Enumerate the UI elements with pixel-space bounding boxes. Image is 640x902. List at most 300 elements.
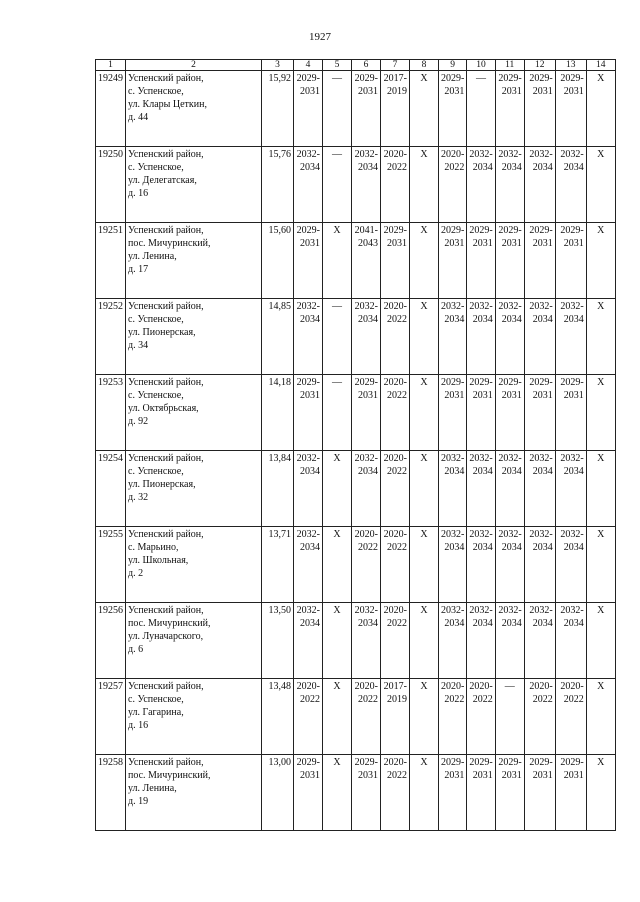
- year-line: 2031: [300, 238, 320, 249]
- year-range-cell: [294, 603, 323, 679]
- year-line: 2031: [563, 770, 584, 781]
- year-line: 2022: [300, 694, 320, 705]
- column-header: 8: [410, 60, 439, 71]
- year-range-cell: [495, 527, 524, 603]
- area-value-cell: 14,18: [262, 375, 294, 451]
- column-header: 11: [495, 60, 524, 71]
- year-line: 2031: [472, 390, 493, 401]
- year-line: 2034: [300, 618, 320, 629]
- year-line: 2022: [444, 694, 465, 705]
- year-line: 2032-: [560, 301, 584, 312]
- address-line: д. 34: [128, 340, 149, 351]
- address-line: д. 92: [128, 416, 149, 427]
- year-line: 2019: [387, 694, 407, 705]
- year-line: 2034: [532, 618, 553, 629]
- year-line: 2031: [444, 238, 465, 249]
- year-line: 2032-: [529, 149, 553, 160]
- address-cell: [126, 679, 262, 755]
- address-line: с. Марьино,: [128, 542, 179, 553]
- address-line: Успенский район,: [128, 73, 204, 84]
- address-line: ул. Пионерская,: [128, 327, 196, 338]
- year-range-cell: [381, 755, 410, 831]
- mark-cell: X: [410, 755, 439, 831]
- year-line: 2032-: [469, 453, 493, 464]
- column-header: 2: [126, 60, 262, 71]
- year-line: 2029-: [498, 377, 522, 388]
- mark-cell: X: [586, 299, 615, 375]
- area-value-cell: 14,85: [262, 299, 294, 375]
- mark-cell: X: [410, 603, 439, 679]
- column-header: 3: [262, 60, 294, 71]
- address-cell: [126, 223, 262, 299]
- address-line: с. Успенское,: [128, 314, 184, 325]
- year-line: 2032-: [498, 301, 522, 312]
- year-line: 2029-: [383, 225, 407, 236]
- year-range-cell: [439, 299, 467, 375]
- area-value-cell: 13,48: [262, 679, 294, 755]
- year-line: 2029-: [296, 377, 320, 388]
- year-range-cell: [294, 527, 323, 603]
- mark-cell: X: [586, 451, 615, 527]
- address-line: пос. Мичуринский,: [128, 618, 211, 629]
- year-line: 2034: [444, 466, 465, 477]
- year-line: 2032-: [529, 529, 553, 540]
- year-range-cell: [555, 603, 586, 679]
- year-line: 2034: [444, 314, 465, 325]
- address-line: ул. Луначарского,: [128, 631, 204, 642]
- year-range-cell: [294, 223, 323, 299]
- address-line: д. 16: [128, 720, 149, 731]
- year-range-cell: [467, 755, 495, 831]
- record-number-cell: 19258: [96, 755, 126, 831]
- year-line: 2031: [501, 390, 522, 401]
- year-line: 2032-: [441, 301, 465, 312]
- year-line: 2022: [358, 542, 378, 553]
- year-line: 2029-: [441, 757, 465, 768]
- column-header: 7: [381, 60, 410, 71]
- year-line: 2019: [387, 86, 407, 97]
- year-line: 2022: [472, 694, 493, 705]
- year-range-cell: [555, 451, 586, 527]
- year-range-cell: [524, 299, 555, 375]
- mark-cell: X: [586, 147, 615, 223]
- column-header: 10: [467, 60, 495, 71]
- year-range-cell: [524, 527, 555, 603]
- year-range-cell: [381, 451, 410, 527]
- address-line: с. Успенское,: [128, 694, 184, 705]
- mark-cell: X: [586, 679, 615, 755]
- year-line: 2029-: [529, 225, 553, 236]
- year-line: 2032-: [296, 605, 320, 616]
- year-line: 2032-: [354, 605, 378, 616]
- year-range-cell: [381, 147, 410, 223]
- mark-cell: —: [495, 679, 524, 755]
- mark-cell: —: [467, 71, 495, 147]
- year-line: 2022: [532, 694, 553, 705]
- table-row: [96, 223, 616, 299]
- year-line: 2032-: [529, 453, 553, 464]
- year-line: 2034: [563, 162, 584, 173]
- year-line: 2031: [501, 770, 522, 781]
- year-line: 2032-: [296, 453, 320, 464]
- year-line: 2022: [387, 618, 407, 629]
- address-line: Успенский район,: [128, 757, 204, 768]
- year-range-cell: [439, 527, 467, 603]
- year-range-cell: [555, 755, 586, 831]
- address-cell: [126, 755, 262, 831]
- table-row: [96, 71, 616, 147]
- year-range-cell: [495, 375, 524, 451]
- year-line: 2032-: [296, 529, 320, 540]
- mark-cell: X: [323, 603, 352, 679]
- mark-cell: —: [323, 147, 352, 223]
- year-line: 2020-: [296, 681, 320, 692]
- year-line: 2032-: [498, 605, 522, 616]
- address-line: д. 19: [128, 796, 149, 807]
- year-line: 2029-: [529, 757, 553, 768]
- record-number-cell: 19253: [96, 375, 126, 451]
- address-line: ул. Школьная,: [128, 555, 189, 566]
- year-line: 2020-: [383, 605, 407, 616]
- table-row: [96, 603, 616, 679]
- address-cell: [126, 451, 262, 527]
- year-range-cell: [381, 299, 410, 375]
- year-line: 2031: [387, 238, 407, 249]
- year-line: 2032-: [296, 301, 320, 312]
- area-value-cell: 13,84: [262, 451, 294, 527]
- year-line: 2029-: [469, 757, 493, 768]
- year-line: 2029-: [529, 377, 553, 388]
- year-range-cell: [555, 223, 586, 299]
- year-line: 2031: [501, 238, 522, 249]
- year-range-cell: [524, 223, 555, 299]
- year-line: 2031: [444, 86, 465, 97]
- year-line: 2043: [358, 238, 378, 249]
- address-line: с. Успенское,: [128, 390, 184, 401]
- area-value-cell: 15,76: [262, 147, 294, 223]
- mark-cell: X: [410, 679, 439, 755]
- year-range-cell: [352, 223, 381, 299]
- year-range-cell: [439, 603, 467, 679]
- year-line: 2029-: [441, 73, 465, 84]
- year-line: 2031: [563, 390, 584, 401]
- year-line: 2034: [501, 466, 522, 477]
- year-range-cell: [439, 71, 467, 147]
- mark-cell: X: [410, 147, 439, 223]
- year-range-cell: [439, 375, 467, 451]
- year-line: 2031: [444, 770, 465, 781]
- year-range-cell: [467, 147, 495, 223]
- year-range-cell: [352, 71, 381, 147]
- year-line: 2031: [532, 238, 553, 249]
- address-line: ул. Ленина,: [128, 251, 177, 262]
- year-range-cell: [495, 147, 524, 223]
- year-line: 2022: [387, 390, 407, 401]
- year-line: 2034: [532, 542, 553, 553]
- year-range-cell: [381, 527, 410, 603]
- column-header: 5: [323, 60, 352, 71]
- year-line: 2022: [444, 162, 465, 173]
- year-range-cell: [467, 603, 495, 679]
- address-line: д. 17: [128, 264, 149, 275]
- year-range-cell: [495, 603, 524, 679]
- year-line: 2029-: [560, 225, 584, 236]
- mark-cell: X: [586, 603, 615, 679]
- year-line: 2034: [358, 466, 378, 477]
- mark-cell: X: [586, 527, 615, 603]
- table-row: [96, 679, 616, 755]
- year-line: 2020-: [354, 529, 378, 540]
- year-line: 2032-: [469, 149, 493, 160]
- year-line: 2032-: [560, 453, 584, 464]
- year-line: 2034: [444, 618, 465, 629]
- column-header: 14: [586, 60, 615, 71]
- column-header: 9: [439, 60, 467, 71]
- year-line: 2031: [300, 86, 320, 97]
- year-line: 2031: [563, 238, 584, 249]
- year-range-cell: [294, 299, 323, 375]
- column-header: 13: [555, 60, 586, 71]
- year-line: 2020-: [383, 301, 407, 312]
- year-range-cell: [439, 451, 467, 527]
- year-line: 2031: [300, 770, 320, 781]
- year-line: 2034: [532, 314, 553, 325]
- address-cell: [126, 299, 262, 375]
- column-header: 12: [524, 60, 555, 71]
- address-line: Успенский район,: [128, 377, 204, 388]
- address-line: Успенский район,: [128, 301, 204, 312]
- record-number-cell: 19254: [96, 451, 126, 527]
- year-line: 2029-: [441, 225, 465, 236]
- year-line: 2034: [358, 314, 378, 325]
- year-range-cell: [495, 223, 524, 299]
- year-line: 2022: [358, 694, 378, 705]
- mark-cell: X: [410, 299, 439, 375]
- year-line: 2017-: [383, 681, 407, 692]
- year-line: 2032-: [469, 605, 493, 616]
- year-line: 2031: [472, 770, 493, 781]
- year-line: 2034: [300, 466, 320, 477]
- year-range-cell: [381, 603, 410, 679]
- address-cell: [126, 527, 262, 603]
- year-range-cell: [555, 71, 586, 147]
- year-line: 2029-: [296, 757, 320, 768]
- address-line: д. 44: [128, 112, 149, 123]
- year-line: 2034: [358, 618, 378, 629]
- record-number-cell: 19251: [96, 223, 126, 299]
- year-line: 2034: [563, 314, 584, 325]
- address-line: Успенский район,: [128, 605, 204, 616]
- address-line: с. Успенское,: [128, 466, 184, 477]
- page-number: 1927: [309, 31, 331, 43]
- address-line: ул. Ленина,: [128, 783, 177, 794]
- year-range-cell: [294, 755, 323, 831]
- address-cell: [126, 375, 262, 451]
- year-line: 2034: [300, 314, 320, 325]
- address-line: д. 32: [128, 492, 149, 503]
- year-line: 2031: [532, 86, 553, 97]
- year-range-cell: [555, 527, 586, 603]
- year-line: 2034: [501, 542, 522, 553]
- record-number-cell: 19256: [96, 603, 126, 679]
- address-line: Успенский район,: [128, 529, 204, 540]
- year-line: 2020-: [354, 681, 378, 692]
- year-range-cell: [294, 375, 323, 451]
- year-line: 2022: [387, 770, 407, 781]
- mark-cell: X: [410, 71, 439, 147]
- address-line: ул. Делегатская,: [128, 175, 197, 186]
- year-line: 2029-: [354, 377, 378, 388]
- year-line: 2022: [387, 542, 407, 553]
- year-line: 2034: [532, 466, 553, 477]
- year-range-cell: [555, 679, 586, 755]
- year-line: 2029-: [560, 73, 584, 84]
- year-line: 2029-: [469, 225, 493, 236]
- year-line: 2020-: [469, 681, 493, 692]
- year-line: 2034: [501, 618, 522, 629]
- area-value-cell: 13,00: [262, 755, 294, 831]
- year-line: 2029-: [441, 377, 465, 388]
- year-line: 2020-: [383, 149, 407, 160]
- year-range-cell: [467, 375, 495, 451]
- year-line: 2020-: [441, 149, 465, 160]
- mark-cell: —: [323, 71, 352, 147]
- year-line: 2017-: [383, 73, 407, 84]
- year-line: 2032-: [441, 605, 465, 616]
- year-line: 2031: [444, 390, 465, 401]
- year-line: 2032-: [441, 453, 465, 464]
- table-row: [96, 375, 616, 451]
- address-cell: [126, 603, 262, 679]
- year-line: 2032-: [529, 301, 553, 312]
- year-line: 2032-: [354, 301, 378, 312]
- year-range-cell: [294, 679, 323, 755]
- address-line: ул. Октябрьская,: [128, 403, 199, 414]
- year-line: 2029-: [498, 73, 522, 84]
- year-range-cell: [381, 679, 410, 755]
- area-value-cell: 15,60: [262, 223, 294, 299]
- address-line: ул. Клары Цеткин,: [128, 99, 207, 110]
- year-range-cell: [439, 755, 467, 831]
- mark-cell: X: [323, 679, 352, 755]
- table-row: [96, 755, 616, 831]
- year-range-cell: [294, 147, 323, 223]
- record-number-cell: 19252: [96, 299, 126, 375]
- year-line: 2034: [472, 466, 493, 477]
- mark-cell: X: [323, 223, 352, 299]
- year-line: 2029-: [560, 377, 584, 388]
- year-line: 2032-: [560, 605, 584, 616]
- column-header: 6: [352, 60, 381, 71]
- year-line: 2034: [472, 314, 493, 325]
- year-range-cell: [524, 451, 555, 527]
- mark-cell: X: [410, 223, 439, 299]
- year-line: 2041-: [354, 225, 378, 236]
- year-line: 2029-: [296, 225, 320, 236]
- year-line: 2020-: [441, 681, 465, 692]
- year-range-cell: [524, 375, 555, 451]
- year-line: 2034: [563, 542, 584, 553]
- year-range-cell: [352, 147, 381, 223]
- year-range-cell: [524, 71, 555, 147]
- year-line: 2032-: [560, 149, 584, 160]
- year-line: 2032-: [498, 453, 522, 464]
- year-range-cell: [524, 147, 555, 223]
- mark-cell: X: [323, 451, 352, 527]
- year-range-cell: [352, 679, 381, 755]
- address-line: пос. Мичуринский,: [128, 770, 211, 781]
- year-line: 2034: [300, 162, 320, 173]
- year-line: 2029-: [498, 225, 522, 236]
- year-line: 2031: [532, 770, 553, 781]
- mark-cell: X: [586, 71, 615, 147]
- year-range-cell: [439, 679, 467, 755]
- year-line: 2031: [358, 86, 378, 97]
- year-line: 2032-: [498, 149, 522, 160]
- year-range-cell: [524, 755, 555, 831]
- table-row: [96, 527, 616, 603]
- year-range-cell: [524, 679, 555, 755]
- year-range-cell: [555, 375, 586, 451]
- address-line: Успенский район,: [128, 149, 204, 160]
- year-line: 2022: [563, 694, 584, 705]
- address-line: с. Успенское,: [128, 86, 184, 97]
- record-number-cell: 19257: [96, 679, 126, 755]
- year-range-cell: [439, 223, 467, 299]
- year-line: 2032-: [469, 529, 493, 540]
- year-line: 2020-: [529, 681, 553, 692]
- address-line: ул. Пионерская,: [128, 479, 196, 490]
- area-value-cell: 13,50: [262, 603, 294, 679]
- address-line: Успенский район,: [128, 225, 204, 236]
- year-line: 2032-: [469, 301, 493, 312]
- record-number-cell: 19249: [96, 71, 126, 147]
- year-line: 2022: [387, 162, 407, 173]
- year-range-cell: [294, 71, 323, 147]
- address-line: д. 16: [128, 188, 149, 199]
- year-line: 2034: [472, 542, 493, 553]
- year-range-cell: [495, 299, 524, 375]
- mark-cell: —: [323, 299, 352, 375]
- year-range-cell: [294, 451, 323, 527]
- year-range-cell: [352, 451, 381, 527]
- year-range-cell: [495, 755, 524, 831]
- year-range-cell: [352, 603, 381, 679]
- year-line: 2034: [501, 314, 522, 325]
- year-range-cell: [467, 299, 495, 375]
- year-line: 2020-: [383, 529, 407, 540]
- table-row: [96, 147, 616, 223]
- table-row: [96, 299, 616, 375]
- address-cell: [126, 147, 262, 223]
- year-range-cell: [381, 375, 410, 451]
- year-line: 2034: [472, 618, 493, 629]
- year-line: 2031: [563, 86, 584, 97]
- year-range-cell: [352, 375, 381, 451]
- year-range-cell: [381, 71, 410, 147]
- year-line: 2034: [358, 162, 378, 173]
- year-line: 2032-: [441, 529, 465, 540]
- year-line: 2020-: [560, 681, 584, 692]
- area-value-cell: 15,92: [262, 71, 294, 147]
- year-line: 2029-: [469, 377, 493, 388]
- record-number-cell: 19255: [96, 527, 126, 603]
- year-range-cell: [555, 147, 586, 223]
- address-line: с. Успенское,: [128, 162, 184, 173]
- mark-cell: X: [410, 527, 439, 603]
- year-line: 2034: [472, 162, 493, 173]
- year-line: 2020-: [383, 377, 407, 388]
